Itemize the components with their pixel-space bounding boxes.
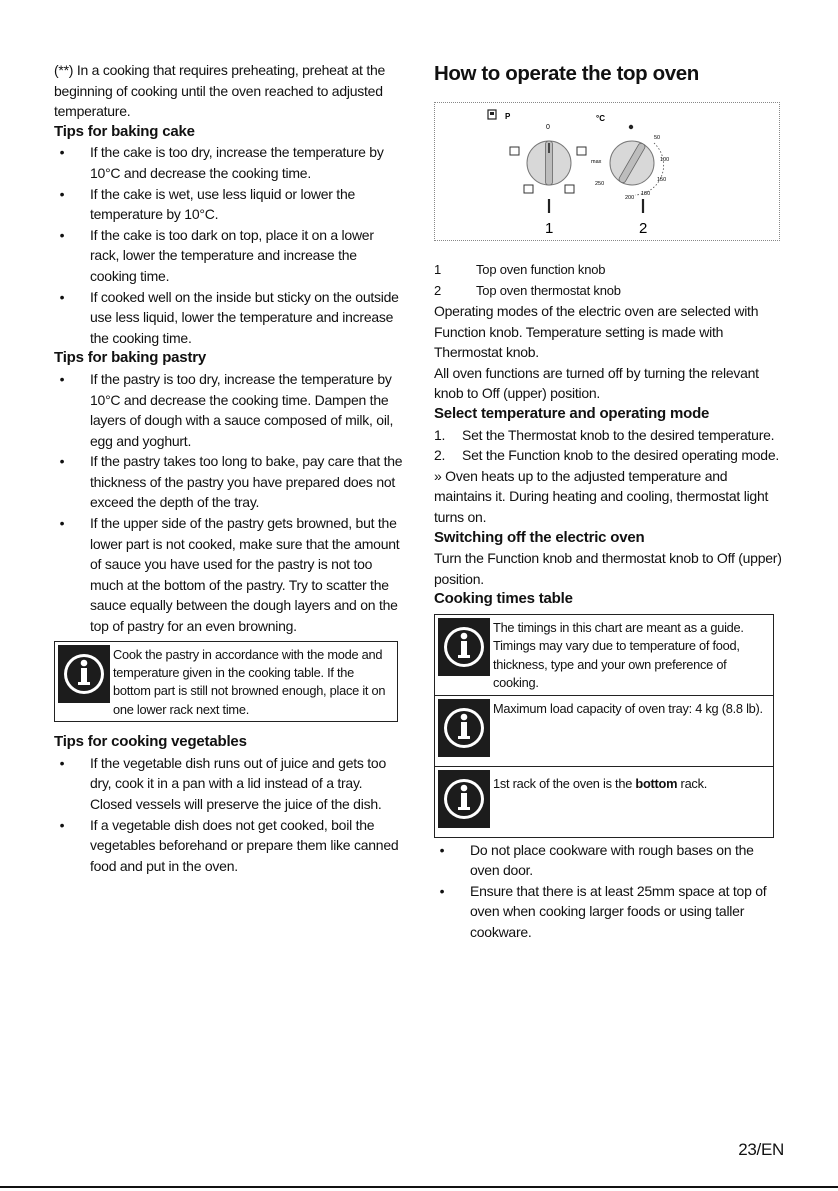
diagram-legend bbox=[434, 259, 786, 301]
cake-tips-list bbox=[54, 142, 404, 348]
temp-200-label: 200 bbox=[625, 195, 635, 201]
temp-50-label: 50 bbox=[654, 135, 661, 141]
timing-info-box bbox=[434, 614, 774, 696]
legend-row: 1 Top oven function knob bbox=[434, 262, 606, 277]
rack-info-box bbox=[434, 767, 774, 838]
cooking-times-heading: Cooking times table bbox=[434, 590, 573, 608]
info-text: Maximum load capacity of oven tray: 4 kg (8.8 lb). bbox=[493, 700, 763, 716]
list-item: • If cooked well on the inside but sticky on the outside use less liquid, lower the temperature and increase the cooking time. bbox=[59, 288, 399, 346]
select-steps bbox=[434, 425, 786, 466]
info-icon bbox=[58, 645, 110, 703]
list-item: • If the cake is wet, use less liquid or lower the temperature by 10°C. bbox=[59, 185, 356, 223]
pastry-info-box bbox=[54, 641, 398, 723]
temp-max-label: max bbox=[591, 159, 602, 165]
list-item: • Do not place cookware with rough bases on the oven door. bbox=[439, 841, 754, 879]
list-item: • If a vegetable dish does not get cooked, boil the vegetables beforehand or prepare them like canned food and put in the oven. bbox=[59, 816, 399, 874]
page-bottom-rule bbox=[0, 1186, 838, 1188]
right-column bbox=[434, 62, 786, 943]
function-zero-label: 0 bbox=[546, 124, 550, 131]
vegetable-tips-list bbox=[54, 753, 404, 877]
info-icon bbox=[438, 770, 490, 828]
temp-100-label: 100 bbox=[660, 157, 670, 163]
list-item: • If the cake is too dark on top, place it on a lower rack, lower the temperature and increase the cooking time. bbox=[59, 226, 374, 284]
step-item: 2. Set the Function knob to the desired operating mode. bbox=[434, 447, 779, 464]
step-item: 1. Set the Thermostat knob to the desired temperature. bbox=[434, 426, 775, 443]
switch-off-heading: Switching off the electric oven bbox=[434, 528, 645, 546]
info-icon bbox=[438, 699, 490, 757]
turn-off-text: All oven functions are turned off by turning the relevant knob to Off (upper) position. bbox=[434, 364, 759, 402]
function-p-label: P bbox=[505, 112, 511, 121]
list-item: • If the pastry is too dry, increase the temperature by 10°C and decrease the cooking time. Dampen the layers of dough with a sauce composed of milk, oil, egg and yoghurt. bbox=[59, 370, 394, 449]
load-info-box bbox=[434, 696, 774, 767]
preheat-note: (**) In a cooking that requires preheating, preheat at the beginning of cooking until the oven reached to adjusted temperature. bbox=[54, 62, 386, 120]
cooking-info-group bbox=[434, 614, 774, 838]
select-heading: Select temperature and operating mode bbox=[434, 404, 710, 422]
heating-note: » Oven heats up to the adjusted temperature and maintains it. During heating and cooling, thermostat light turns on. bbox=[434, 467, 769, 525]
list-item: • If the pastry takes too long to bake, pay care that the thickness of the pastry you have prepared does not exceed the depth of the tray. bbox=[59, 453, 403, 511]
cookware-tips-list bbox=[434, 840, 786, 943]
oven-knobs-diagram bbox=[434, 102, 780, 241]
info-text: 1st rack of the oven is the bottom rack. bbox=[493, 775, 708, 791]
pastry-tips-list bbox=[54, 369, 404, 637]
list-item: • If the cake is too dry, increase the temperature by 10°C and decrease the cooking time. bbox=[59, 144, 384, 181]
info-text: Cook the pastry in accordance with the mode and temperature given in the cooking table. If the bottom part is still not browned enough, place it on one lower rack next time. bbox=[113, 646, 386, 717]
operating-modes-text: Operating modes of the electric oven are selected with Function knob. Temperature setting is made with Thermostat knob. bbox=[434, 303, 759, 361]
legend-row: 2 Top oven thermostat knob bbox=[434, 283, 621, 298]
temp-180-label: 180 bbox=[641, 191, 651, 197]
thermostat-knob-label: 2 bbox=[639, 220, 648, 237]
function-knob-label: 1 bbox=[545, 220, 554, 237]
pastry-tips-heading: Tips for baking pastry bbox=[54, 349, 207, 367]
temp-150-label: 150 bbox=[657, 177, 667, 183]
bottom-emphasis: bottom bbox=[635, 775, 678, 791]
thermostat-degree-label: °C bbox=[596, 114, 605, 123]
top-oven-heading: How to operate the top oven bbox=[434, 62, 699, 85]
info-text: The timings in this chart are meant as a guide. Timings may vary due to temperature of food, thickness, type and your own preference of cooking. bbox=[493, 619, 744, 691]
cake-tips-heading: Tips for baking cake bbox=[54, 122, 195, 140]
info-icon bbox=[438, 618, 490, 676]
page-number: 23/EN bbox=[738, 1140, 784, 1159]
left-column bbox=[54, 60, 404, 876]
list-item: • Ensure that there is at least 25mm space at top of oven when cooking larger foods or using taller cookware. bbox=[439, 882, 767, 940]
vegetable-tips-heading: Tips for cooking vegetables bbox=[54, 733, 247, 751]
knobs-illustration bbox=[435, 103, 779, 240]
switch-off-text: Turn the Function knob and thermostat knob to Off (upper) position. bbox=[434, 550, 782, 587]
list-item: • If the upper side of the pastry gets browned, but the lower part is not cooked, make sure that the amount of sauce you have used for the pastry is not too much at the bottom of the pastry. Try to scatter the sauce equally between the dough layers and on the top of pastry for an even browning. bbox=[59, 515, 400, 635]
temp-250-label: 250 bbox=[595, 181, 605, 187]
list-item: • If the vegetable dish runs out of juice and gets too dry, cook it in a pan with a lid instead of a tray. Closed vessels will preserve the juice of the dish. bbox=[59, 754, 386, 813]
